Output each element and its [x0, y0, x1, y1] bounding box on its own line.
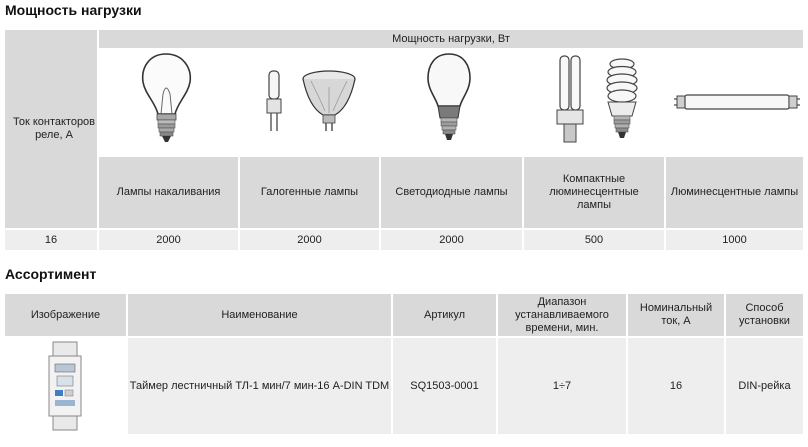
product-mount-cell: DIN-рейка [726, 338, 803, 434]
col-header-mount: Способ установки [726, 294, 803, 336]
col-header-range: Диапазон устанавливаемого времени, мин. [498, 294, 626, 336]
lamp-type-cfl: Компактные люминесцентные лампы [524, 157, 664, 228]
power-header-label: Мощность нагрузки, Вт [392, 32, 510, 45]
current-value-cell: 16 [5, 230, 97, 250]
section-title-assortment: Ассортимент [5, 266, 97, 282]
lamp-illustration-area [99, 49, 803, 156]
power-header-cell [99, 30, 803, 48]
halogen-lamp-icon [259, 67, 369, 151]
power-value-led: 2000 [381, 230, 522, 250]
section-title-load-power: Мощность нагрузки [5, 2, 142, 18]
product-name-cell: Таймер лестничный ТЛ-1 мин/7 мин-16 А-DIN TDM [128, 338, 391, 434]
cfl-lamp-icon [552, 52, 652, 150]
col-header-current: Номинальный ток, А [628, 294, 724, 336]
lamp-type-fluorescent: Люминесцентные лампы [666, 157, 803, 228]
lamp-type-incandescent: Лампы накаливания [99, 157, 238, 228]
product-current-cell: 16 [628, 338, 724, 434]
product-range-cell: 1÷7 [498, 338, 626, 434]
led-bulb-icon [424, 52, 474, 147]
power-value-cfl: 500 [524, 230, 664, 250]
col-header-name: Наименование [128, 294, 391, 336]
lamp-type-led: Светодиодные лампы [381, 157, 522, 228]
power-value-incandescent: 2000 [99, 230, 238, 250]
product-article-cell: SQ1503-0001 [393, 338, 496, 434]
col-header-article: Артикул [393, 294, 496, 336]
fluorescent-tube-icon [673, 87, 803, 117]
product-image-cell [5, 338, 126, 434]
power-value-halogen: 2000 [240, 230, 379, 250]
current-header-label: Ток контакторов реле, А [12, 116, 96, 141]
col-header-image: Изображение [5, 294, 126, 336]
incandescent-bulb-icon [139, 52, 194, 147]
din-rail-timer-icon [35, 340, 95, 432]
current-header-cell [5, 30, 97, 228]
lamp-type-halogen: Галогенные лампы [240, 157, 379, 228]
power-value-fluorescent: 1000 [666, 230, 803, 250]
